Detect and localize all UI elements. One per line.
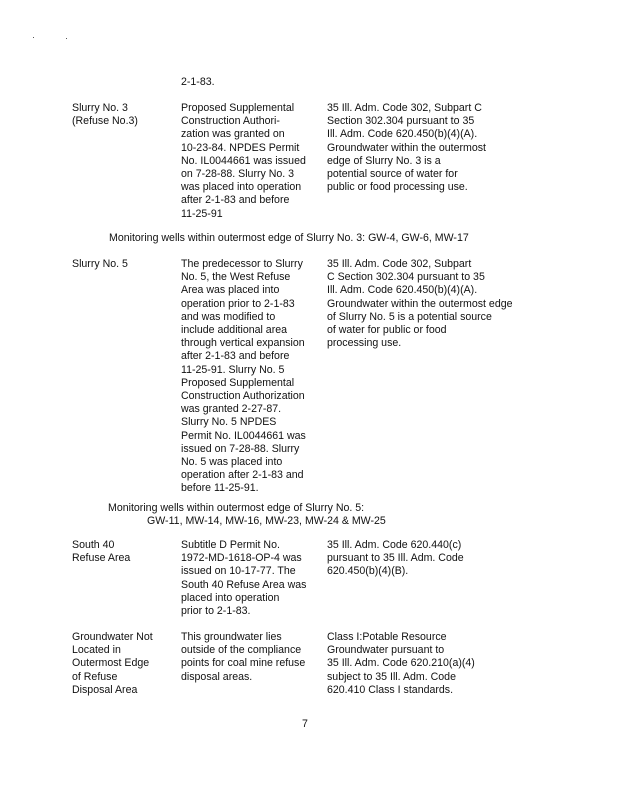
row-label-line: Located in (72, 644, 121, 657)
row-description-line: after 2-1-83 and before (181, 350, 290, 363)
row-description-line: Construction Authorization (181, 390, 305, 402)
row-description-line: No. 5, the West Refuse (181, 271, 291, 284)
row-description-line: placed into operation (181, 591, 280, 604)
row-classification-line: C Section 302.304 pursuant to 35 (327, 271, 485, 284)
row-label-line: South 40 (72, 539, 115, 551)
row-classification-line: processing use. (327, 337, 402, 350)
row-description-line: Proposed Supplemental (181, 102, 295, 114)
row-description-line: issued on 10-17-77. The (181, 565, 296, 578)
row-label-line: of Refuse (72, 670, 118, 683)
row-label-line: Disposal Area (72, 683, 138, 696)
row-description-line: outside of the compliance (181, 644, 302, 657)
row-description-line: 11-25-91. Slurry No. 5 (181, 363, 285, 376)
row-description-line: through vertical expansion (181, 337, 305, 350)
row-classification-line: Groundwater pursuant to (327, 644, 445, 657)
row-label-line: Slurry No. 3 (72, 102, 128, 114)
monitoring-wells-slurry-5-line2: GW-11, MW-14, MW-16, MW-23, MW-24 & MW-25 (147, 515, 386, 527)
row-label-line: Groundwater Not (72, 631, 153, 643)
page-number: 7 (302, 718, 308, 730)
row-description-line: on 7-28-88. Slurry No. 3 (181, 168, 295, 180)
row-description-line: before 11-25-91. (181, 482, 259, 495)
monitoring-wells-slurry-3: Monitoring wells within outermost edge of Slurry No. 3: GW-4, GW-6, MW-17 (109, 232, 469, 244)
row-classification-line: 35 Ill. Adm. Code 302, Subpart (327, 258, 472, 270)
scan-speck (33, 37, 34, 38)
row-classification-line: of water for public or food (327, 324, 447, 336)
row-classification-line: 620.410 Class I standards. (327, 683, 454, 696)
row-description-line: Slurry No. 5 NPDES (181, 416, 277, 429)
row-description-line: issued on 7-28-88. Slurry (181, 442, 300, 455)
row-classification-line: public or food processing use. (327, 181, 468, 194)
row-description-line: Subtitle D Permit No. (181, 539, 280, 551)
row-description-line: and was modified to (181, 310, 276, 323)
row-description-line: operation after 2-1-83 and (181, 469, 304, 482)
row-description-line: Proposed Supplemental (181, 376, 295, 389)
row-classification-line: 620.450(b)(4)(B). (327, 565, 409, 578)
row-description-line: Permit No. IL0044661 was (181, 429, 306, 442)
row-description-line: South 40 Refuse Area was (181, 578, 307, 591)
row-classification-line: subject to 35 Ill. Adm. Code (327, 670, 456, 683)
row-classification-line: Section 302.304 pursuant to 35 (327, 115, 475, 128)
row-classification-line: Groundwater within the outermost edge (327, 297, 513, 310)
row-description-line: This groundwater lies (181, 631, 282, 643)
row-description-line: prior to 2-1-83. (181, 605, 251, 617)
row-classification-line: edge of Slurry No. 3 is a (327, 154, 441, 167)
row-classification-line: of Slurry No. 5 is a potential source (327, 310, 492, 323)
row-label-line: Slurry No. 5 (72, 258, 128, 270)
row-description-line: was granted 2-27-87. (181, 403, 282, 416)
row-description-line: 11-25-91 (181, 207, 223, 220)
row-description-line: zation was granted on (181, 128, 285, 141)
row-classification-line: potential source of water for (327, 168, 458, 180)
row-description-line: disposal areas. (181, 670, 253, 683)
row-description-line: include additional area (181, 324, 288, 336)
row-classification-line: Groundwater within the outermost (327, 141, 486, 154)
row-classification-line: 35 Ill. Adm. Code 620.440(c) (327, 539, 462, 551)
row-description-line: was placed into operation (181, 181, 302, 194)
row-description-line: 1972-MD-1618-OP-4 was (181, 552, 302, 565)
row-classification-line: 35 Ill. Adm. Code 620.210(a)(4) (327, 657, 475, 670)
continuation-text: 2-1-83. (181, 76, 215, 88)
row-classification-line: 35 Ill. Adm. Code 302, Subpart C (327, 102, 482, 114)
row-label-line: Refuse Area (72, 552, 131, 565)
row-description-line: 10-23-84. NPDES Permit (181, 141, 300, 154)
row-description-line: after 2-1-83 and before (181, 194, 290, 207)
row-classification-line: Ill. Adm. Code 620.450(b)(4)(A). (327, 284, 478, 297)
row-label-line: (Refuse No.3) (72, 115, 138, 128)
row-description-line: No. IL0044661 was issued (181, 154, 306, 167)
row-description-line: Area was placed into (181, 284, 280, 297)
row-description-line: No. 5 was placed into (181, 456, 283, 468)
row-classification-line: Class I:Potable Resource (327, 631, 447, 643)
row-classification-line: pursuant to 35 Ill. Adm. Code (327, 552, 464, 565)
row-description-line: points for coal mine refuse (181, 657, 306, 670)
row-classification-line: Ill. Adm. Code 620.450(b)(4)(A). (327, 128, 478, 141)
row-description-line: Construction Authori- (181, 115, 280, 128)
scan-speck (66, 38, 67, 39)
row-label-line: Outermost Edge (72, 657, 150, 670)
row-description-line: operation prior to 2-1-83 (181, 297, 295, 310)
monitoring-wells-slurry-5-line1: Monitoring wells within outermost edge of Slurry No. 5: (108, 502, 365, 514)
row-description-line: The predecessor to Slurry (181, 258, 303, 270)
